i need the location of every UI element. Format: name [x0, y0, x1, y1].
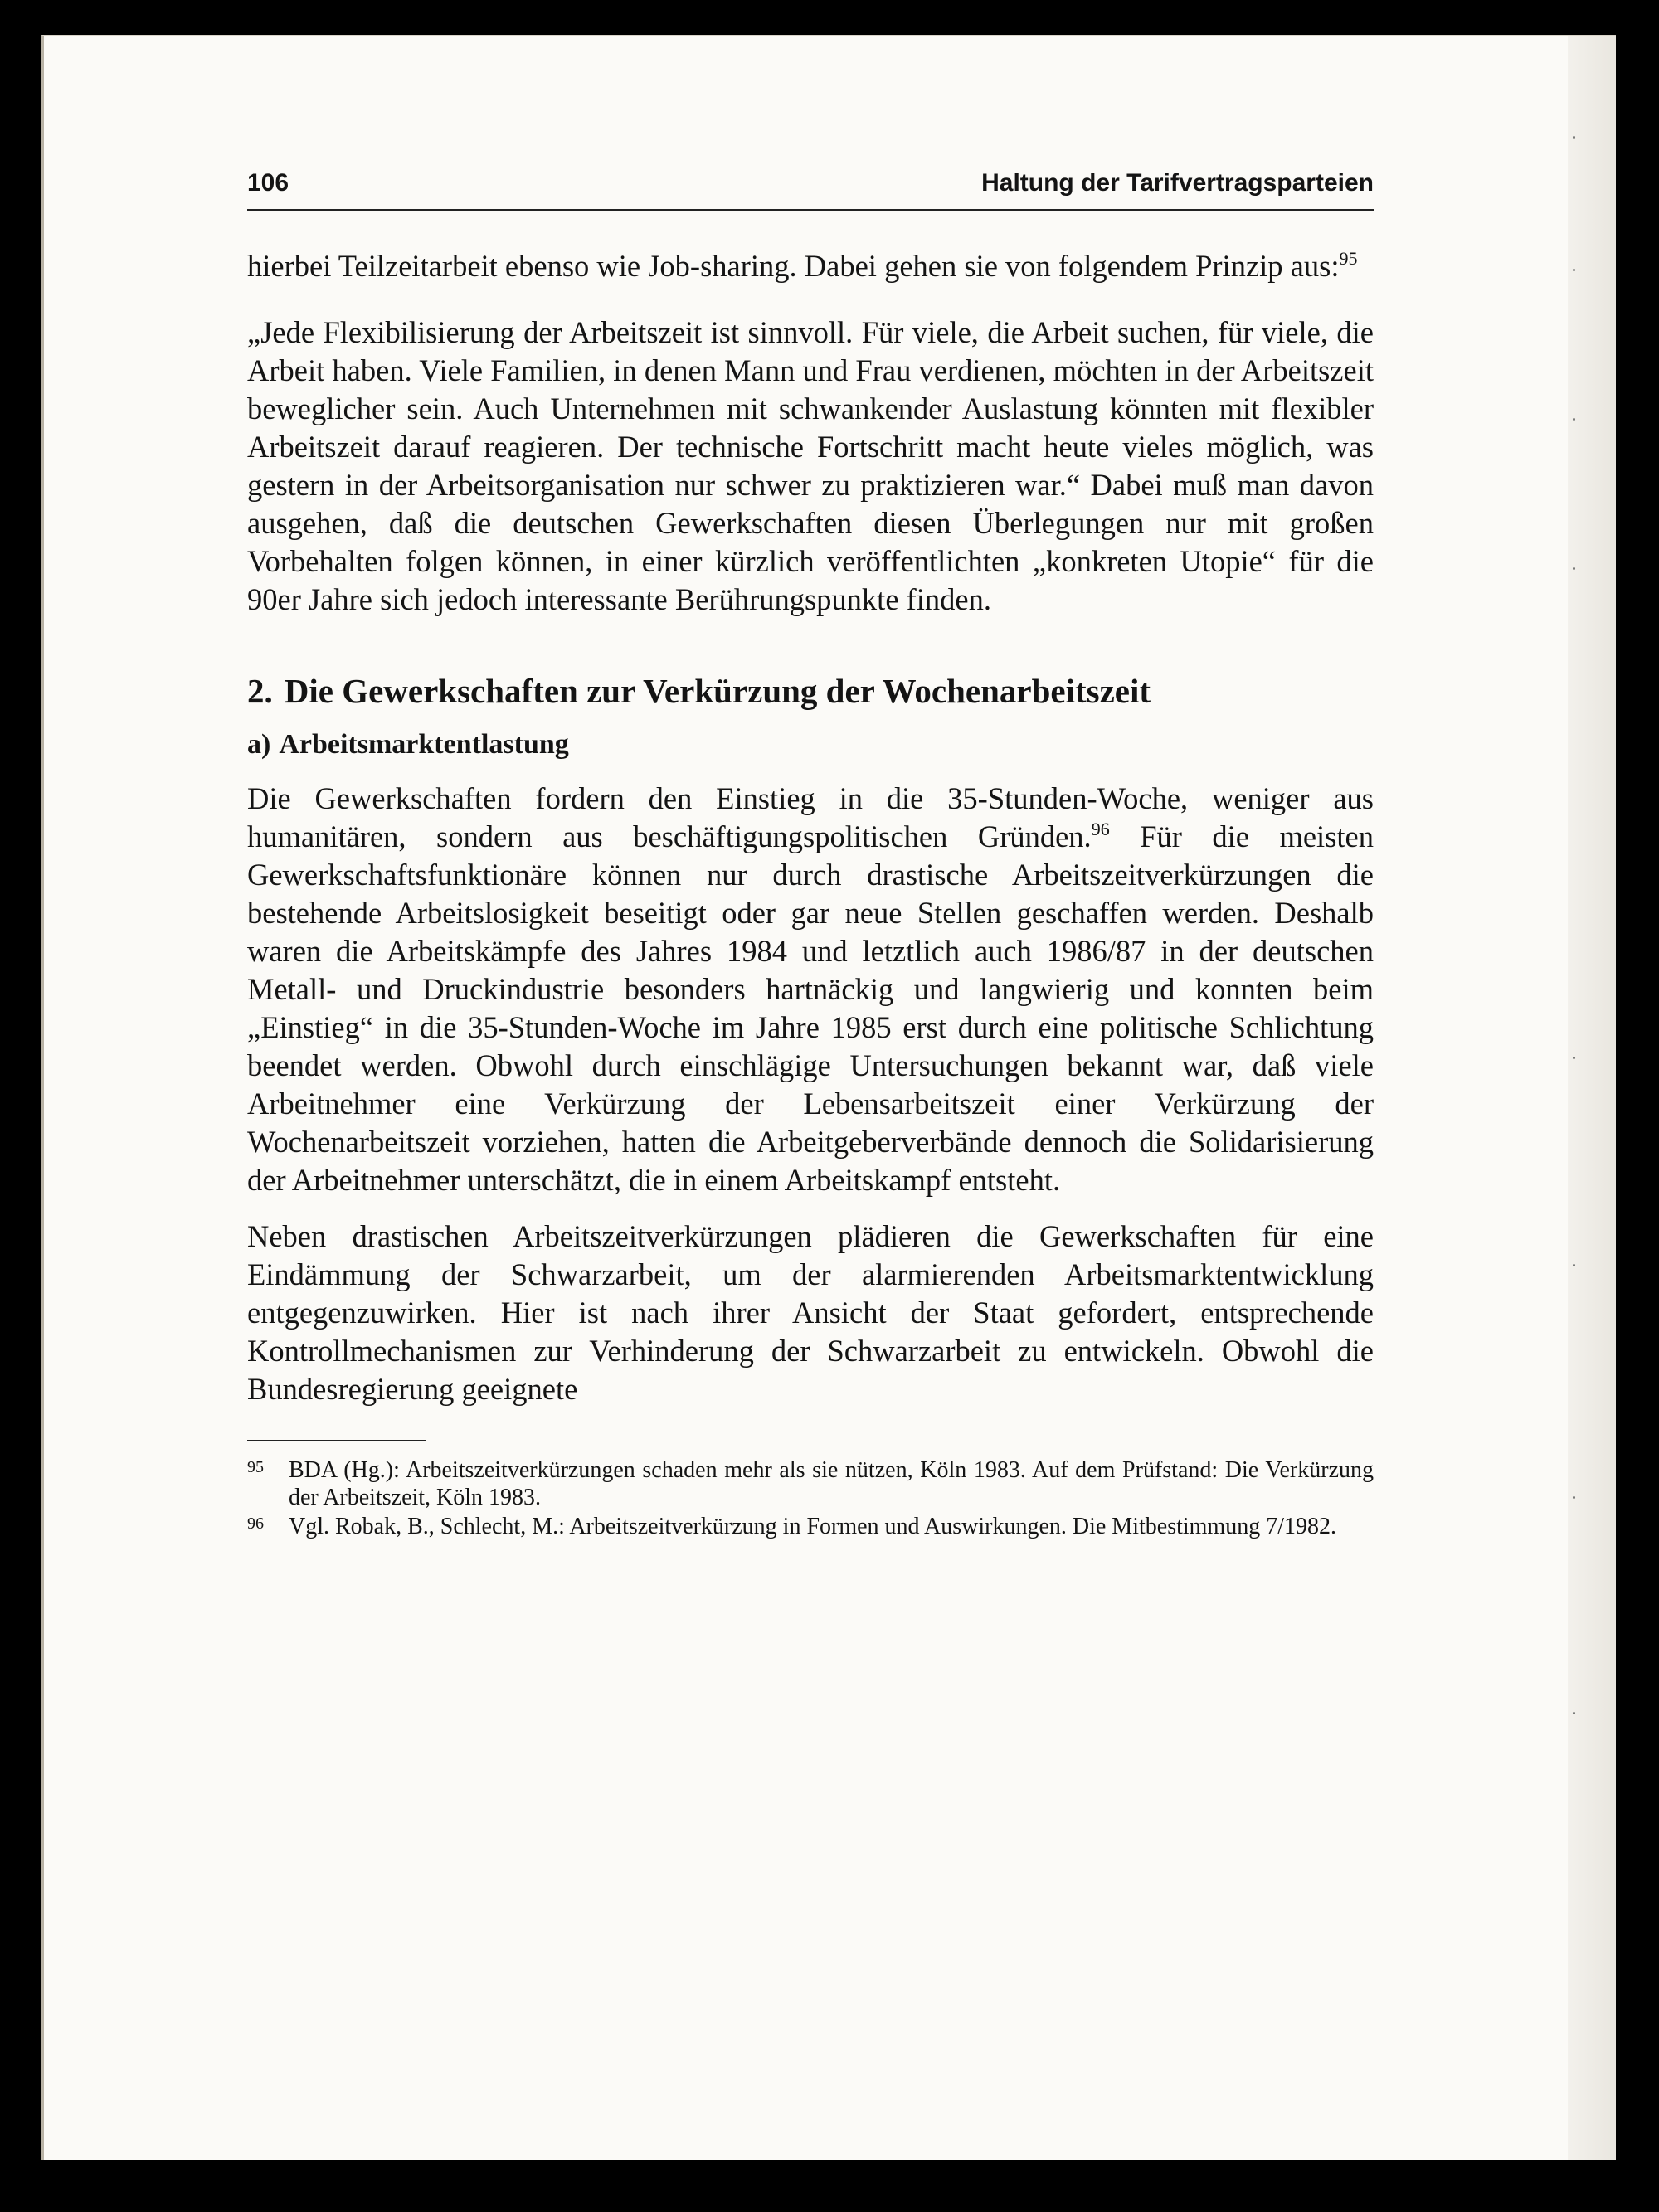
edge-mark [1573, 269, 1575, 271]
footnote-rule [247, 1440, 426, 1441]
paragraph-text: „Jede Flexibilisierung der Arbeitszeit ist sinnvoll. Für viele, die Arbeit suchen, für viele, die Arbeit haben. Viele Familien, in denen Mann und Frau verdienen, möchten in der Arbeitszeit beweglicher sein. Auch Unternehmen mit schwankender Auslastung könnten mit flexibler Arbeitszeit darauf reagieren. Der technische Fortschritt macht heute vieles möglich, was gestern in der Arbeitsorganisation nur schwer zu praktizieren war.“ Dabei muß man davon ausgehen, daß die deutschen Gewerkschaften diesen Überlegungen nur mit großen Vorbehalten folgen können, in einer kürzlich veröffentlichten „konkreten Utopie“ für die 90er Jahre sich jedoch interessante Berührungspunkte finden. [247, 315, 1374, 616]
paragraph-1 [247, 247, 1374, 285]
subsection-title: Arbeitsmarktentlastung [279, 729, 569, 760]
footnote-number: 95 [247, 1458, 264, 1476]
footnote-number: 96 [247, 1514, 264, 1533]
footnote-95 [247, 1456, 1374, 1511]
section-heading [247, 670, 1374, 712]
running-title: Haltung der Tarifvertragsparteien [981, 169, 1374, 197]
subsection-heading [247, 727, 1374, 763]
quote-paragraph [247, 314, 1374, 619]
footnote-96 [247, 1513, 1374, 1540]
edge-mark [1573, 136, 1575, 139]
paragraph-text: hierbei Teilzeitarbeit ebenso wie Job-sharing. Dabei gehen sie von folgendem Prinzip aus: [247, 249, 1340, 283]
edge-mark [1573, 1264, 1575, 1266]
footnote-text: BDA (Hg.): Arbeitszeitverkürzungen schaden mehr als sie nützen, Köln 1983. Auf dem Prüfstand: Die Verkürzung der Arbeitszeit, Köln 1983. [289, 1457, 1374, 1510]
page-content [247, 169, 1374, 1542]
edge-mark [1573, 1057, 1575, 1059]
edge-mark [1573, 1712, 1575, 1714]
paragraph-text: Neben drastischen Arbeitszeitverkürzungen plädieren die Gewerkschaften für eine Eindämmung der Schwarzarbeit, um der alarmierenden Arbeitsmarktentwicklung entgegenzuwirken. Hier ist nach ihrer Ansicht der Staat gefordert, entsprechende Kontrollmechanismen zur Verhinderung der Schwarzarbeit zu entwickeln. Obwohl die Bundesregierung geeignete [247, 1219, 1374, 1406]
section-title: Die Gewerkschaften zur Verkürzung der Wochenarbeitszeit [284, 672, 1151, 710]
subsection-letter: a) [247, 729, 271, 760]
footnotes [247, 1456, 1374, 1540]
page-number: 106 [247, 169, 289, 197]
edge-mark [1573, 418, 1575, 421]
footnote-ref-96: 96 [1091, 819, 1110, 839]
paragraph-text: Die Gewerkschaften fordern den Einstieg in die 35-Stunden-Woche, weniger aus humanitären, sondern aus beschäftigungspolitischen Gründen. [247, 781, 1374, 853]
footnote-ref-95: 95 [1339, 248, 1358, 269]
paragraph-4 [247, 1218, 1374, 1408]
edge-mark [1573, 567, 1575, 570]
paragraph-3 [247, 780, 1374, 1199]
section-number: 2. [247, 672, 273, 710]
page-edge [1568, 36, 1616, 2160]
edge-mark [1573, 1496, 1575, 1499]
running-header [247, 169, 1374, 211]
paragraph-text: Für die meisten Gewerkschaftsfunktionäre können nur durch drastische Arbeitszeitverkürzungen die bestehende Arbeitslosigkeit beseitigt oder gar neue Stellen geschaffen werden. Deshalb waren die Arbeitskämpfe des Jahres 1984 und letztlich auch 1986/87 in der deutschen Metall- und Druckindustrie besonders hartnäckig und langwierig und konnten beim „Einstieg“ in die 35-Stunden-Woche im Jahre 1985 erst durch eine politische Schlichtung beendet werden. Obwohl durch einschlägige Untersuchungen bekannt war, daß viele Arbeitnehmer eine Verkürzung der Lebensarbeitszeit einer Verkürzung der Wochenarbeitszeit vorziehen, hatten die Arbeitgeberverbände dennoch die Solidarisierung der Arbeitnehmer unterschätzt, die in einem Arbeitskampf entsteht. [247, 819, 1374, 1197]
footnote-text: Vgl. Robak, B., Schlecht, M.: Arbeitszeitverkürzung in Formen und Auswirkungen. Die Mitbestimmung 7/1982. [289, 1514, 1336, 1539]
